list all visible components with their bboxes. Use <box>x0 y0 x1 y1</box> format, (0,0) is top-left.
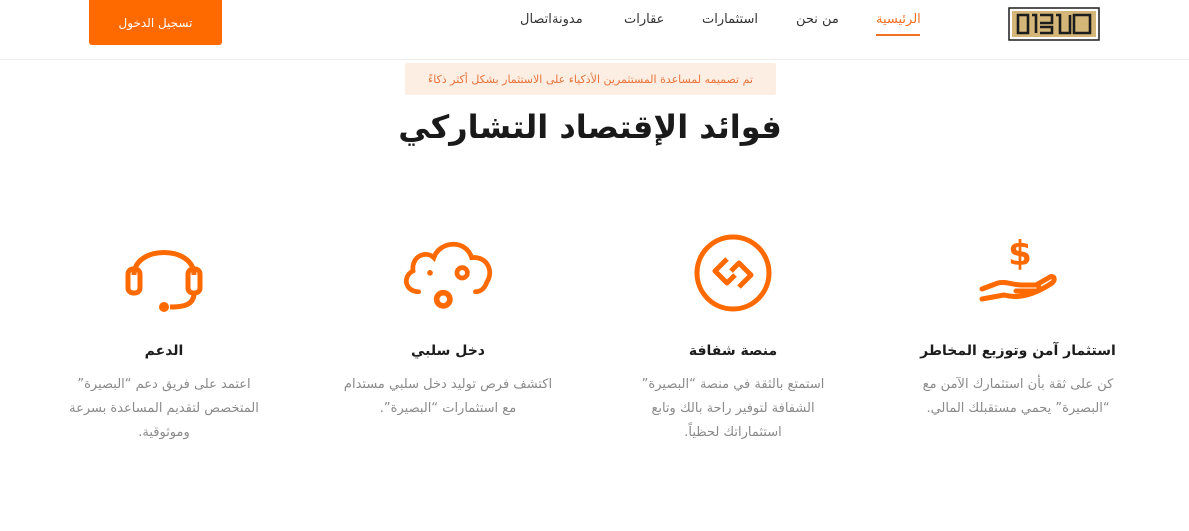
nav-investments[interactable]: استثمارات <box>702 12 758 27</box>
nav-blog[interactable]: مدونة <box>552 12 583 27</box>
feature-description: كن على ثقة بأن استثمارك الآمن مع “البصيرة” يحمي مستقبلك المالي. <box>922 377 1114 416</box>
login-button[interactable]: تسجيل الدخول <box>89 0 222 45</box>
nav-real-estate[interactable]: عقارات <box>624 12 665 27</box>
section-title: فوائد الإقتصاد التشاركي <box>398 108 782 146</box>
nav-active-indicator <box>876 34 920 36</box>
feature-passive-income <box>318 225 578 485</box>
site-header <box>0 0 1189 60</box>
feature-title: دخل سلبي <box>410 343 485 359</box>
tagline-badge: تم تصميمه لمساعدة المستثمرين الأذكياء على الاستثمار بشكل أكثر ذكاءً <box>405 63 776 95</box>
cloud-gears-icon <box>396 225 500 315</box>
feature-title: منصة شفافة <box>688 343 778 359</box>
feature-transparent-platform <box>603 225 863 485</box>
hand-dollar-icon <box>978 225 1058 315</box>
feature-description: اعتمد على فريق دعم “البصيرة” المتخصص لتقديم المساعدة بسرعة وموثوقية. <box>69 377 259 440</box>
transparency-circle-icon <box>693 225 773 315</box>
nav-contact[interactable]: اتصال <box>520 12 552 27</box>
feature-support <box>34 225 294 485</box>
feature-description: استمتع بالثقة في منصة “البصيرة” الشفافة لتوفير راحة بالك وتابع استثماراتك لحظياً. <box>641 377 825 440</box>
feature-title: استثمار آمن وتوزيع المخاطر <box>920 343 1116 359</box>
nav-about[interactable]: من نحن <box>796 12 839 27</box>
feature-title: الدعم <box>144 343 184 359</box>
feature-description: اكتشف فرص توليد دخل سلبي مستدام مع استثمارات “البصيرة”. <box>343 377 553 416</box>
svg-text:$: $ <box>1008 234 1032 274</box>
nav-home[interactable]: الرئيسية <box>876 12 921 27</box>
feature-secure-investment <box>888 225 1148 485</box>
headset-icon <box>124 225 204 315</box>
